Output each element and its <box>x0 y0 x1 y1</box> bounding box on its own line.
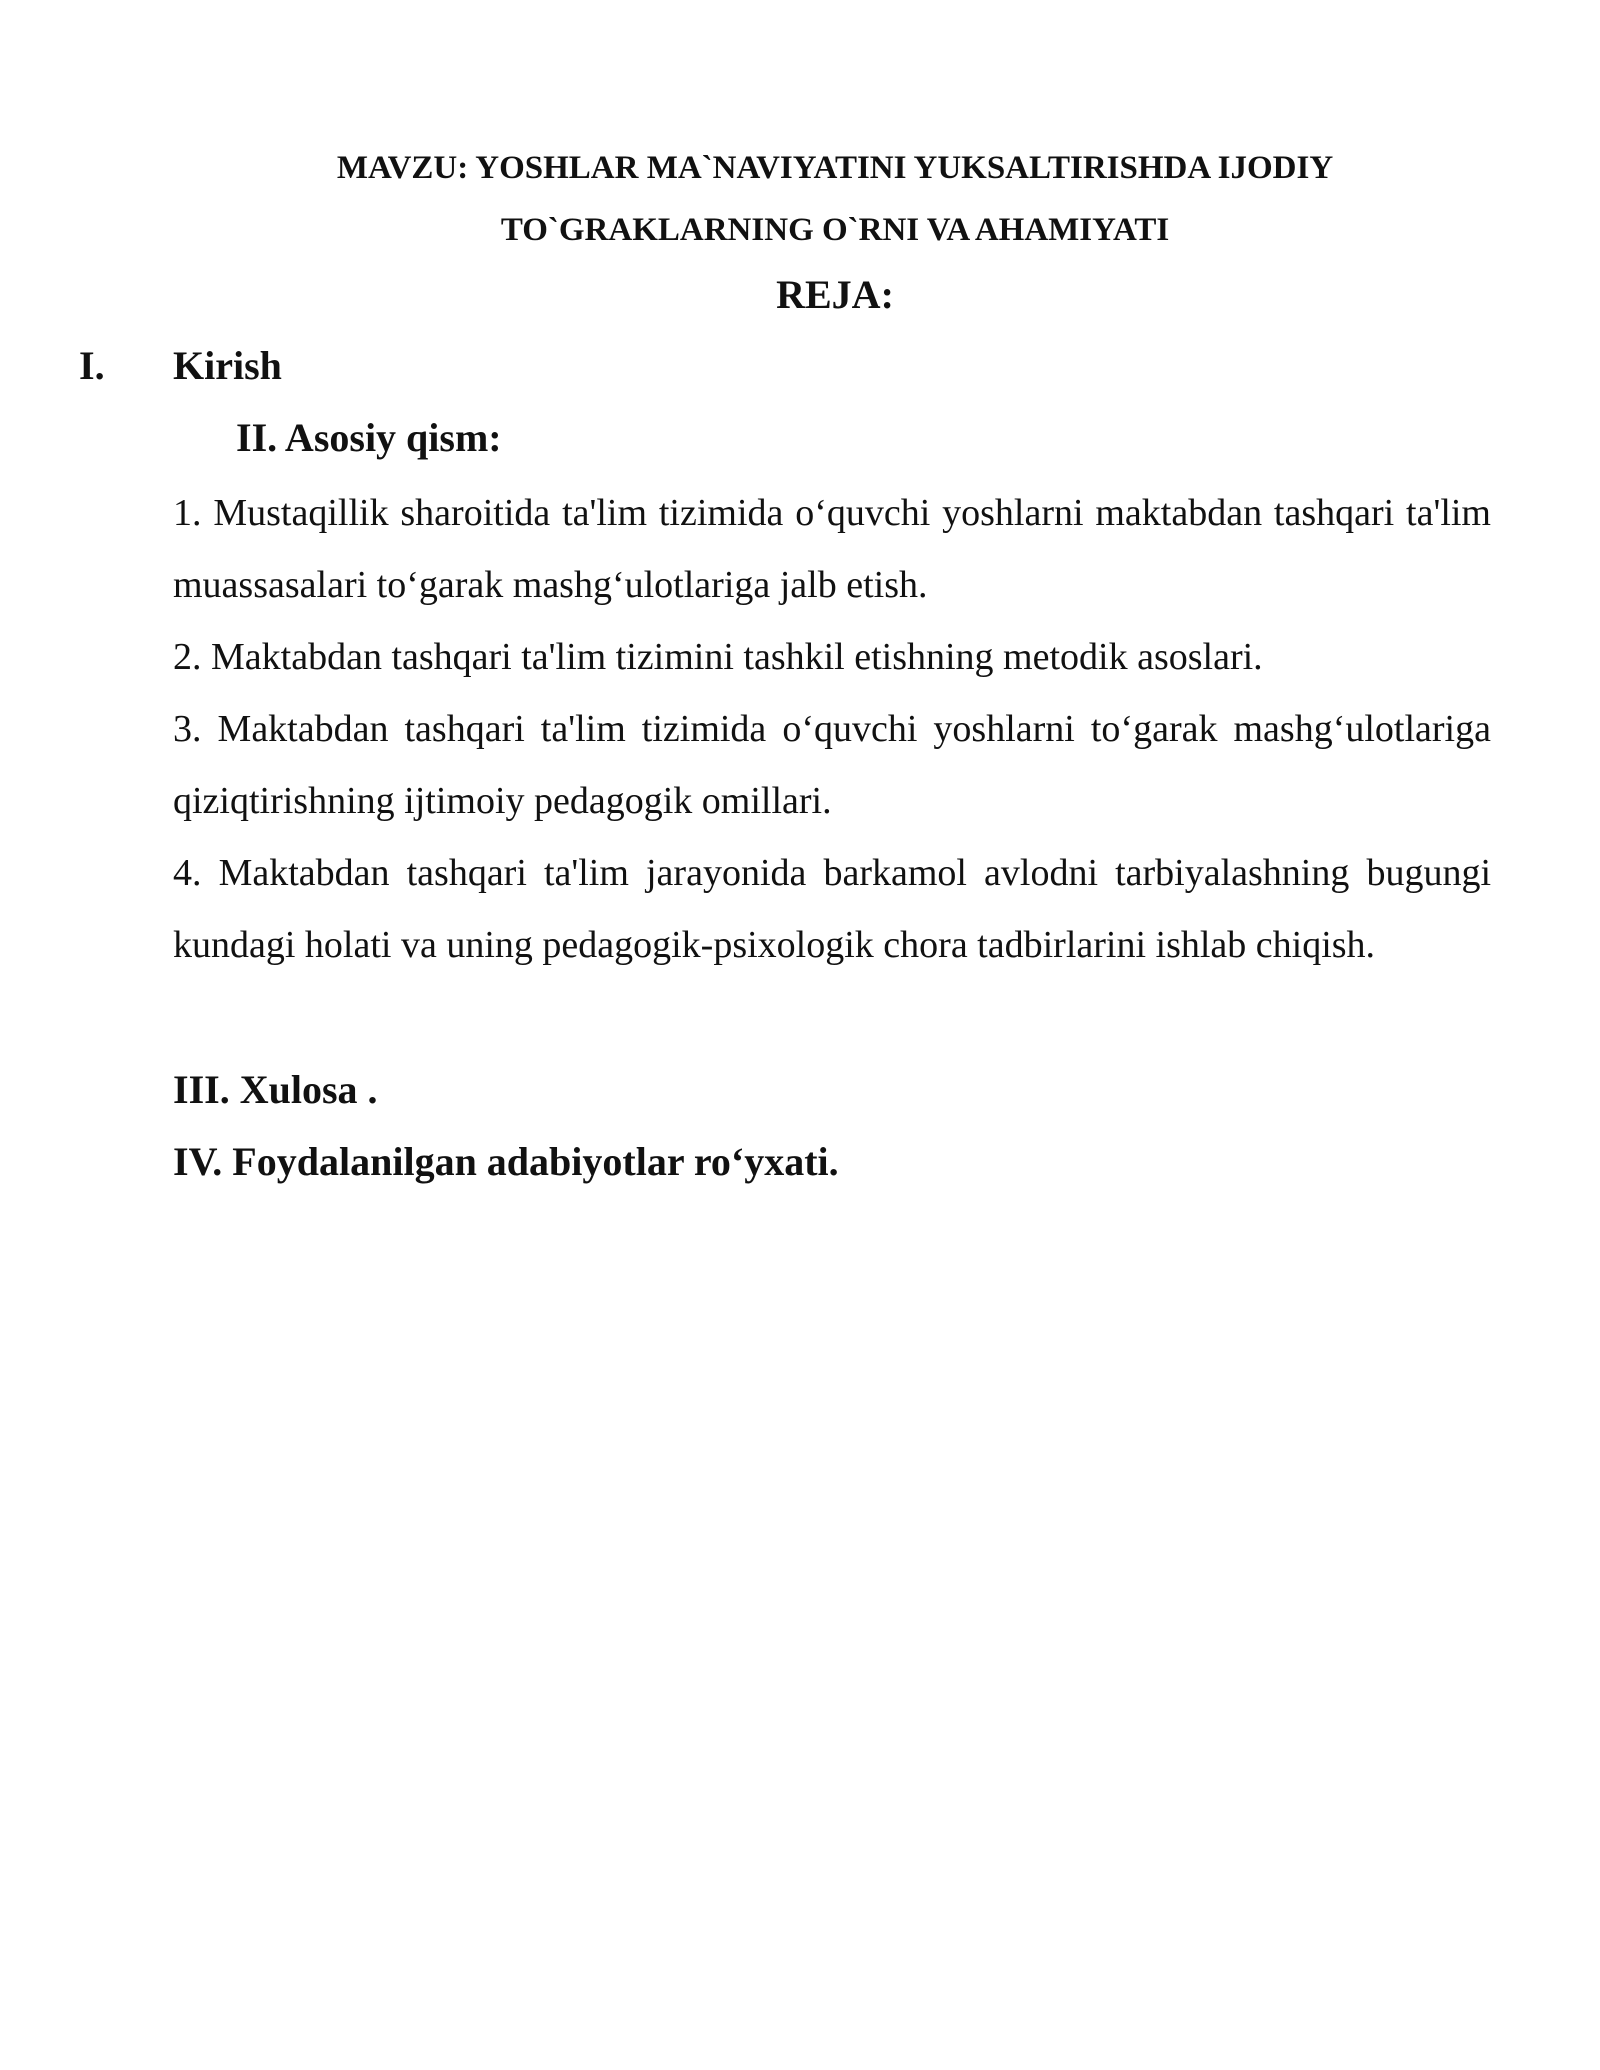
section-2-label: II. Asosiy qism: <box>236 415 502 460</box>
plan-item-2: 2. Maktabdan tashqari ta'lim tizimini tashkil etishning metodik asoslari. <box>173 636 1263 678</box>
section-1-label: Kirish <box>173 343 282 388</box>
section-4-label: IV. Foydalanilgan adabiyotlar ro‘yxati. <box>173 1139 839 1184</box>
section-3-label: III. Xulosa . <box>173 1067 378 1112</box>
plan-heading: REJA: <box>776 272 894 317</box>
plan-item-4: 4. Maktabdan tashqari ta'lim jarayonida barkamol avlodni tarbiyalashning bugungi kundagi holati va uning pedagogik-psixologik chora tadbirlarini ishlab chiqish. <box>173 852 1491 966</box>
plan-item-1: 1. Mustaqillik sharoitida ta'lim tizimida o‘quvchi yoshlarni maktabdan tashqari ta'lim muassasalari to‘garak mashg‘ulotlariga jalb etish. <box>173 492 1491 606</box>
plan-item-3: 3. Maktabdan tashqari ta'lim tizimida o‘quvchi yoshlarni to‘garak mashg‘ulotlariga qiziqtirishning ijtimoiy pedagogik omillari. <box>173 708 1491 822</box>
section-1-number: I. <box>79 343 105 388</box>
document-title-line-1: MAVZU: YOSHLAR MA`NAVIYATINI YUKSALTIRISHDA IJODIY <box>336 150 1334 186</box>
document-title-line-2: TO`GRAKLARNING O`RNI VA AHAMIYATI <box>500 212 1170 248</box>
